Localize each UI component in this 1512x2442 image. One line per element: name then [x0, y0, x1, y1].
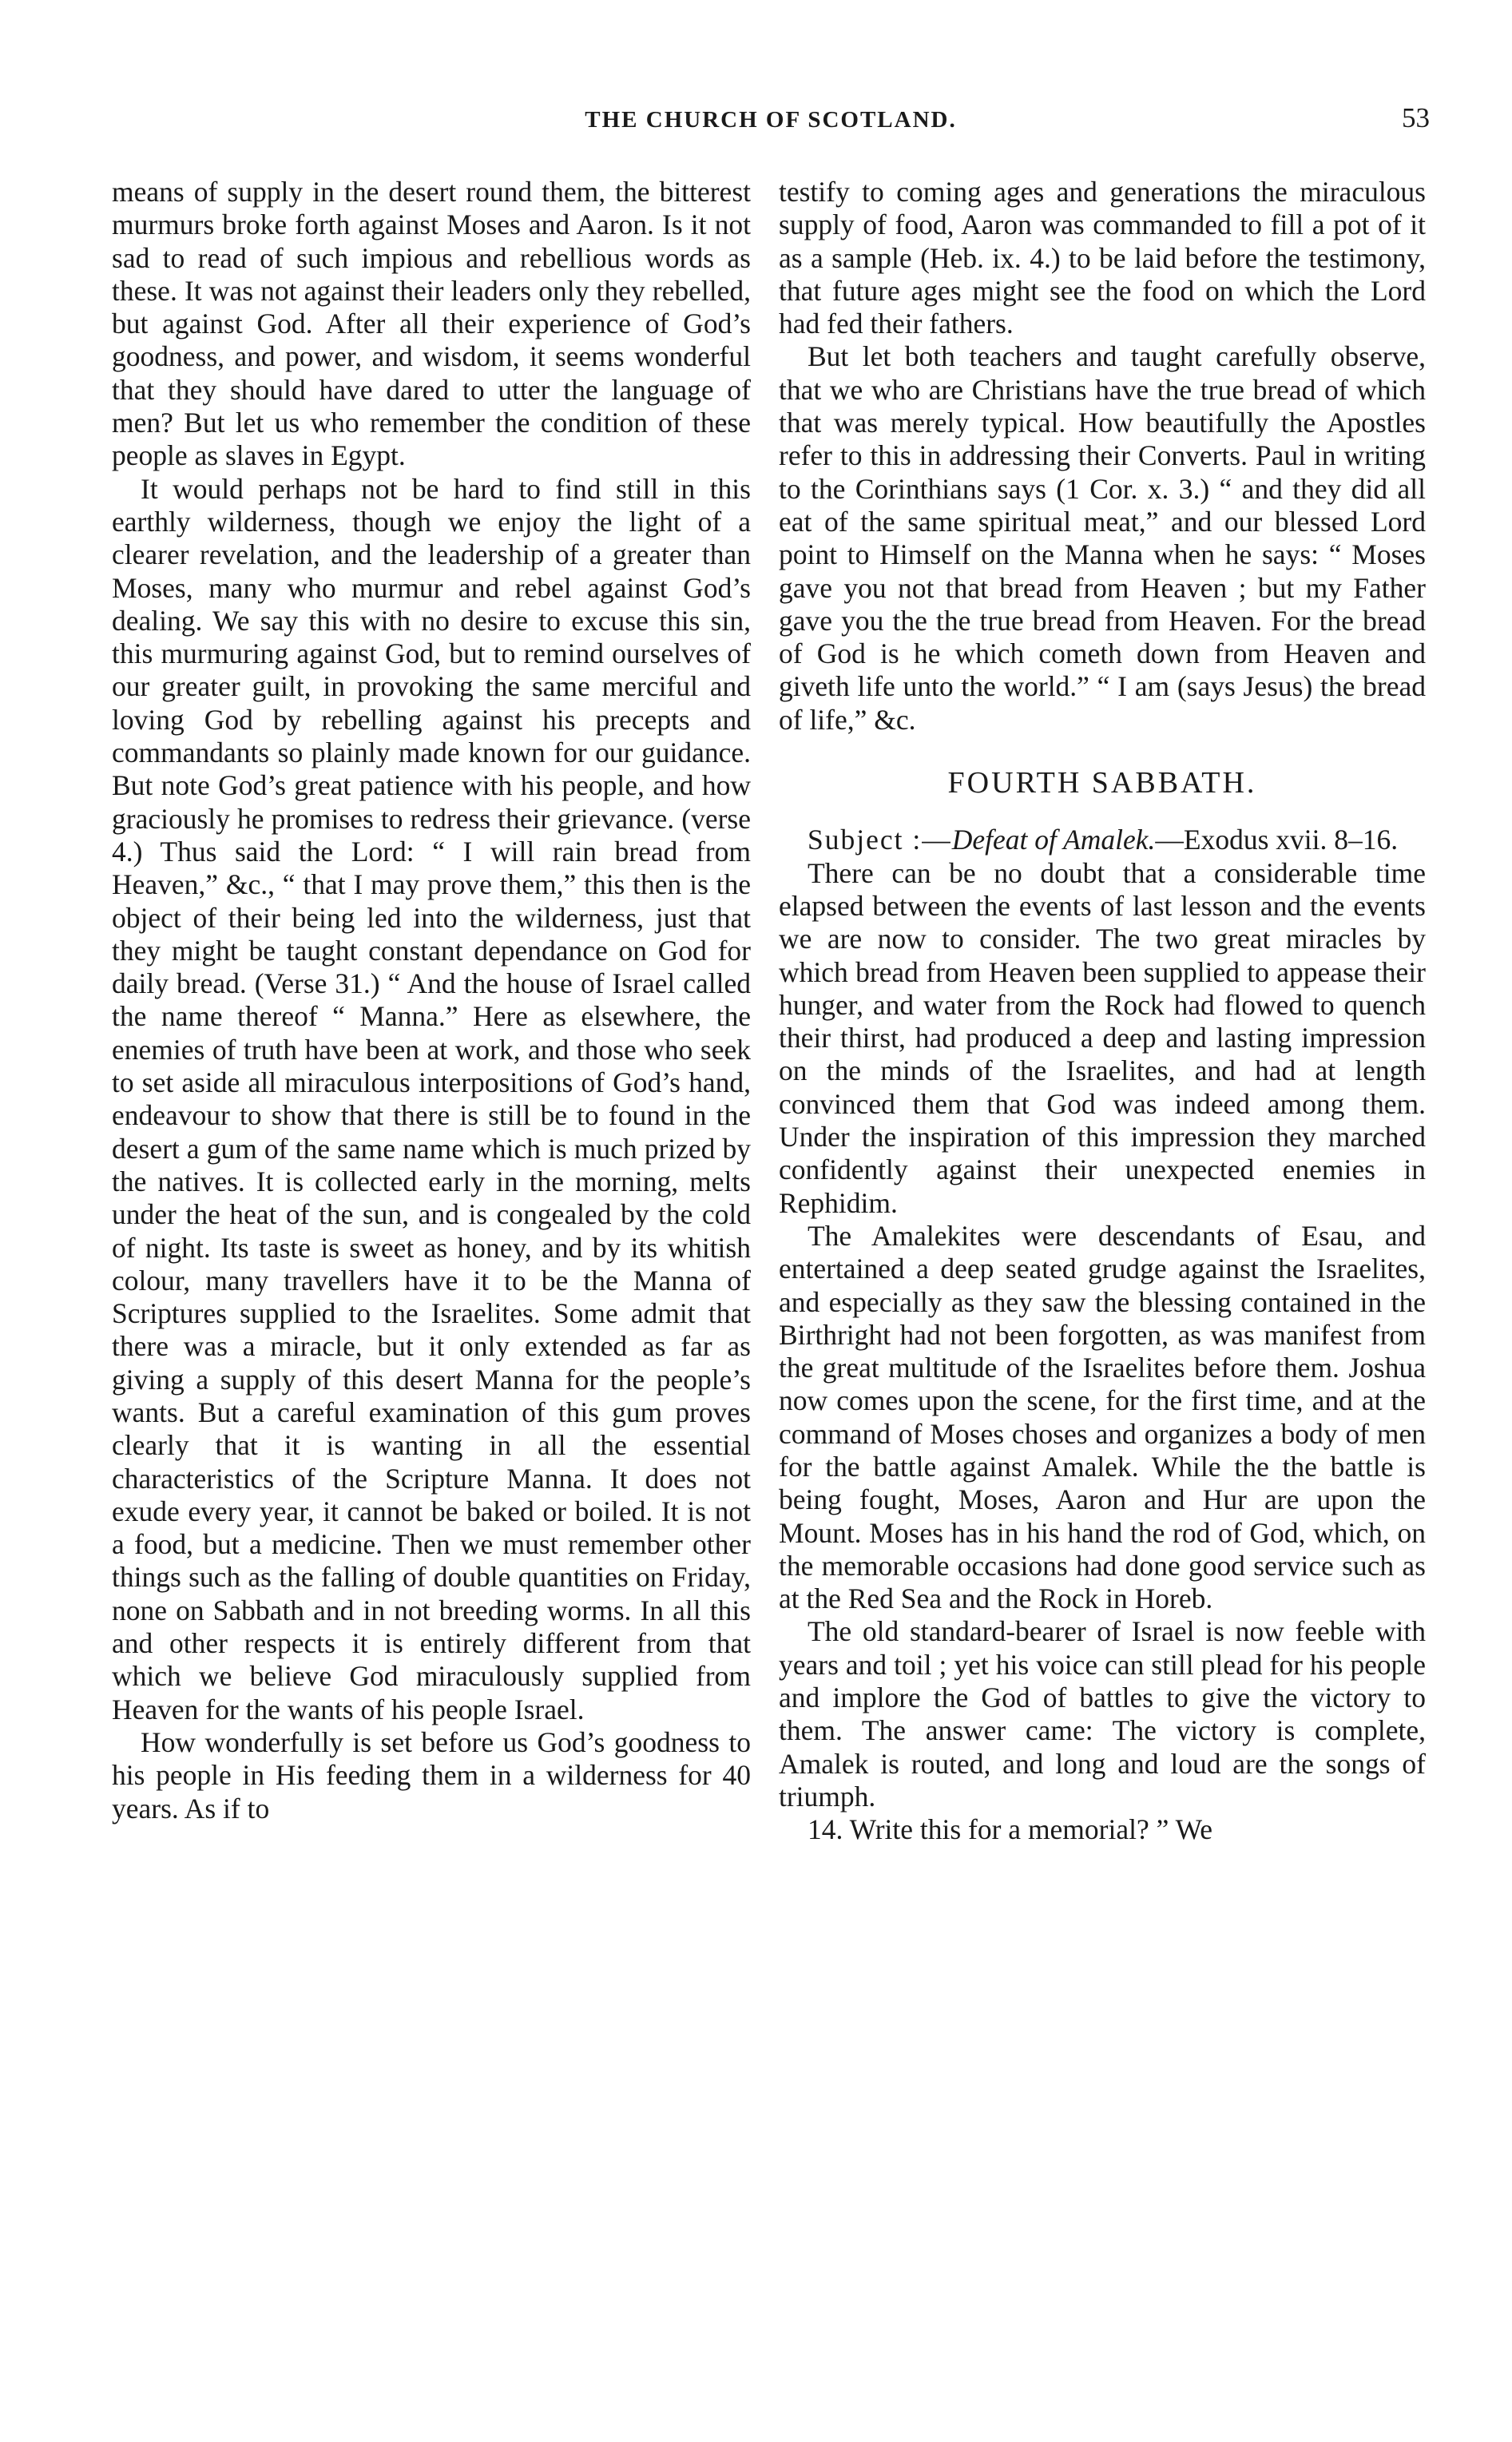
- left-column: [112, 176, 751, 1825]
- paragraph: 14. Write this for a memorial? ” We: [808, 1813, 1213, 1846]
- paragraph: testify to coming ages and generations the miraculous supply of food, Aaron was commanded to fill a pot of it as a sample (Heb. ix. 4.) to be laid before the testimony, that future ages might see the food on which the Lord had fed their fathers.: [779, 176, 1426, 340]
- paragraph: But let both teachers and taught carefully observe, that we who are Christians have the true bread of which that was merely typical. How beautifully the Apostles refer to this in addressing their Converts. Paul in writing to the Corinthians says (1 Cor. x. 3.) “ and they did all eat of the same spiritual meat,” and our blessed Lord point to Himself on the Manna when he says: “ Moses gave you not that bread from Heaven ; but my Father gave you the the true bread from Heaven. For the bread of God is he which cometh down from Heaven and giveth life unto the world.” “ I am (says Jesus) the bread of life,” &c.: [779, 340, 1426, 736]
- paragraph: means of supply in the desert round them, the bitterest murmurs broke forth against Moses and Aaron. Is it not sad to read of such impious and rebellious words as these. It was not against their leaders only they rebelled, but against God. After all their experience of God’s goodness, and power, and wisdom, it seems wonderful that they should have dared to utter the language of men? But let us who remember the condition of these people as slaves in Egypt.: [112, 176, 751, 472]
- paragraph: There can be no doubt that a considerable time elapsed between the events of last lesson and the events we are now to consider. The two great miracles by which bread from Heaven been supplied to appease their hunger, and water from the Rock had flowed to quench their thirst, had produced a deep and lasting impression on the minds of the Israelites, and had at length convinced them that God was indeed among them. Under the inspiration of this impression they marched confidently against their unexpected enemies in Rephidim.: [779, 856, 1426, 1219]
- subject-title: Defeat of Amalek.: [951, 824, 1156, 856]
- subject-reference: —Exodus xvii. 8–16.: [1155, 824, 1399, 856]
- subject-label: Subject :—: [808, 824, 952, 856]
- section-heading: FOURTH SABBATH.: [947, 766, 1257, 800]
- paragraph: It would perhaps not be hard to find still in this earthly wilderness, though we enjoy the light of a clearer revelation, and the leadership of a greater than Moses, many who murmur and rebel against God’s dealing. We say this with no desire to excuse this sin, this murmuring against God, but to remind ourselves of our greater guilt, in provoking the same merciful and loving God by rebelling against his precepts and commandants so plainly made known for our guidance. But note God’s great patience with his people, and how graciously he promises to redress their grievance. (verse 4.) Thus said the Lord: “ I will rain bread from Heaven,” &c., “ that I may prove them,” this then is the object of their being led into the wilderness, just that they might be taught constant dependance on God for daily bread. (Verse 31.) “ And the house of Israel called the name thereof “ Manna.” Here as elsewhere, the enemies of truth have been at work, and those who seek to set aside all miraculous interpositions of God’s hand, endeavour to show that there is still be to found in the desert a gum of the same name which is much prized by the natives. It is collected early in the morning, melts under the heat of the sun, and is congealed by the cold of night. Its taste is sweet as honey, and by its whitish colour, many travellers have it to be the Manna of Scriptures supplied to the Israelites. Some admit that there was a miracle, but it only extended as far as giving a supply of this desert Manna for the people’s wants. But a careful examination of this gum proves clearly that it is wanting in all the essential characteristics of the Scripture Manna. It does not exude every year, it cannot be baked or boiled. It is not a food, but a medicine. Then we must remember other things such as the falling of double quantities on Friday, none on Sabbath and in not breeding worms. In all this and other respects it is entirely different from that which we believe God miraculously supplied from Heaven for the wants of his people Israel.: [112, 472, 751, 1725]
- right-column: [779, 176, 1426, 1847]
- page-number: 53: [1402, 102, 1430, 133]
- lesson-subject: [779, 824, 1426, 856]
- paragraph: How wonderfully is set before us God’s goodness to his people in His feeding them in a wilderness for 40 years. As if to: [112, 1725, 751, 1825]
- running-title: THE CHURCH OF SCOTLAND.: [585, 107, 957, 133]
- paragraph: The old standard-bearer of Israel is now feeble with years and toil ; yet his voice can still plead for his people and implore the God of battles to give the victory to them. The answer came: The victory is complete, Amalek is routed, and long and loud are the songs of triumph.: [779, 1615, 1426, 1813]
- paragraph: The Amalekites were descendants of Esau, and entertained a deep seated grudge against the Israelites, and especially as they saw the blessing contained in the Birthright had not been forgotten, as was manifest from the great multitude of the Israelites before them. Joshua now comes upon the scene, for the first time, and at the command of Moses choses and organizes a body of men for the battle against Amalek. While the the battle is being fought, Moses, Aaron and Hur are upon the Mount. Moses has in his hand the rod of God, which, on the memorable occasions had done good service such as at the Red Sea and the Rock in Horeb.: [779, 1219, 1426, 1615]
- running-head: [112, 102, 1430, 142]
